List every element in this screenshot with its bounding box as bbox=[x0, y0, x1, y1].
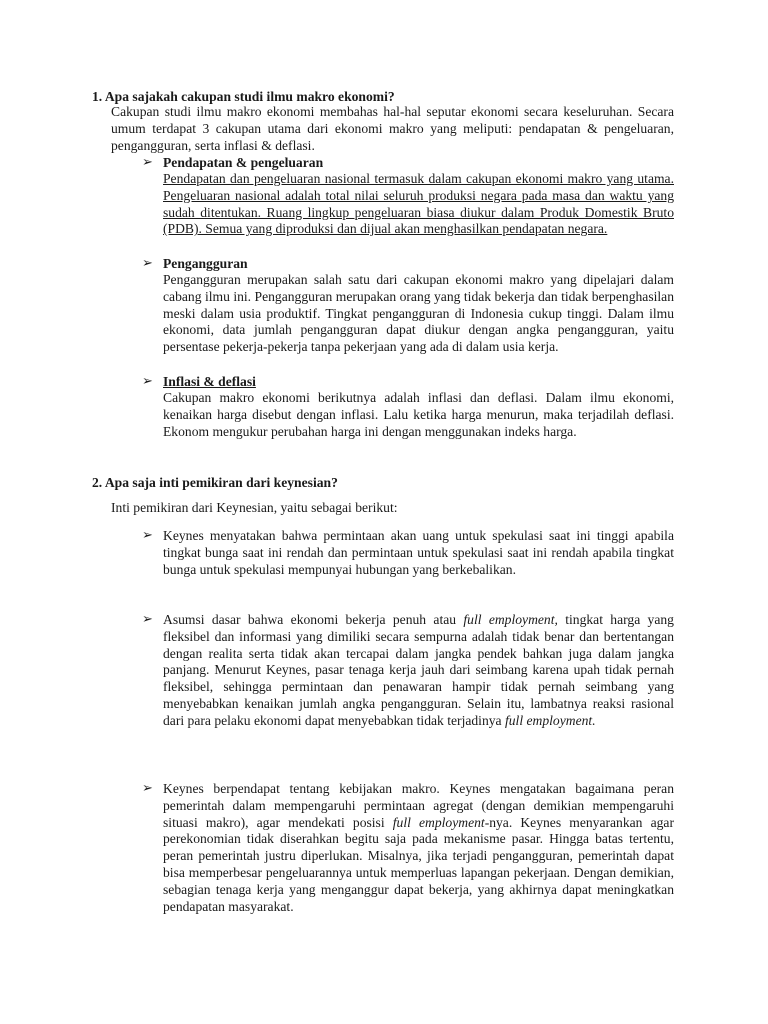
arrow-bullet-icon: ➢ bbox=[142, 528, 153, 543]
keynes-point-2-part-b: tingkat harga yang fleksibel dan informasi yang dimiliki secara sempurna adalah tidak benar dan bertentangan dengan realita serta tidak akan tercapai dalam jangka pendek bahkan juga dalam jangka panjang. Menurut Keynes, pasar tenaga kerja jauh dari seimbang karena upah tidak pernah fleksibel, sehingga permintaan dan penawaran hampir tidak pernah seimbang yang menyebabkan kenaikan jumlah angka pengangguran. Selain itu, lambatnya reaksi rasional dari para pelaku ekonomi dapat menyebabkan tidak terjadinya bbox=[163, 612, 674, 728]
arrow-bullet-icon: ➢ bbox=[142, 612, 153, 627]
keynes-point-3-italic: full employment bbox=[392, 814, 485, 830]
arrow-bullet-icon: ➢ bbox=[142, 256, 153, 271]
arrow-bullet-icon: ➢ bbox=[142, 155, 153, 170]
keynes-point-3-part-a: Keynes berpendapat tentang kebijakan makro. Keynes mengatakan bagaimana peran pemerintah dalam mempengaruhi permintaan agregat (dengan demikian mempengaruhi situasi makro), agar mendekati posisi bbox=[163, 781, 674, 830]
question-2-intro: Inti pemikiran dari Keynesian, yaitu sebagai berikut: bbox=[111, 500, 398, 515]
item-1-text: Pendapatan dan pengeluaran nasional termasuk dalam cakupan ekonomi makro yang utama. Pengeluaran nasional adalah total nilai seluruh produksi negara pada masa dan waktu yang sudah ditentukan. Ruang lingkup pengeluaran biasa diukur dalam Produk Domestik Bruto (PDB). Semua yang diproduksi dan dijual akan menghasilkan pendapatan negara. bbox=[163, 171, 674, 237]
item-1-heading: Pendapatan & pengeluaran bbox=[163, 155, 324, 170]
question-1-number: 1. bbox=[92, 89, 103, 104]
keynes-point-3-part-b: -nya. Keynes menyarankan agar perekonomian tidak diserahkan begitu saja pada mekanisme pasar. Hingga batas tertentu, peran pemerintah justru diperlukan. Misalnya, jika terjadi pengangguran, pemerintah dapat bisa memperbesar pengeluarannya untuk memperluas lapangan pekerjaan. Dengan demikian, sebagian tenaga kerja yang menganggur dapat bekerja, yang akhirnya dapat meningkatkan pendapatan masyarakat. bbox=[163, 814, 674, 914]
item-2-heading: Pengangguran bbox=[163, 256, 248, 271]
keynes-point-2 bbox=[163, 612, 674, 730]
question-2-text: Apa saja inti pemikiran dari keynesian? bbox=[104, 475, 338, 490]
question-1-title bbox=[92, 89, 395, 105]
question-2-number: 2. bbox=[92, 475, 103, 490]
arrow-bullet-icon: ➢ bbox=[142, 781, 153, 796]
keynes-point-2-part-a: Asumsi dasar bahwa ekonomi bekerja penuh atau bbox=[163, 612, 464, 627]
keynes-point-2-italic-a: full employment, bbox=[463, 612, 558, 627]
question-2-title bbox=[92, 475, 338, 491]
item-3-heading: Inflasi & deflasi bbox=[163, 374, 256, 389]
item-3-text: Cakupan makro ekonomi berikutnya adalah inflasi dan deflasi. Dalam ilmu ekonomi, kenaikan harga disebut dengan inflasi. Lalu ketika harga menurun, maka terjadilah deflasi. Ekonom mengukur perubahan harga ini dengan menggunakan indeks harga. bbox=[163, 390, 674, 439]
question-1-text: Apa sajakah cakupan studi ilmu makro ekonomi? bbox=[104, 89, 395, 104]
keynes-point-3 bbox=[163, 781, 674, 915]
keynes-point-1: Keynes menyatakan bahwa permintaan akan uang untuk spekulasi saat ini tinggi apabila tingkat bunga saat ini rendah dan permintaan untuk spekulasi saat ini rendah apabila tingkat bunga untuk spekulasi mempunyai hubungan yang berkebalikan. bbox=[163, 528, 674, 577]
arrow-bullet-icon: ➢ bbox=[142, 374, 153, 389]
item-2-text: Pengangguran merupakan salah satu dari cakupan ekonomi makro yang dipelajari dalam cabang ilmu ini. Pengangguran merupakan orang yang tidak bekerja dan tidak berpenghasilan meski dalam usia produktif. Tingkat pengangguran di Indonesia cukup tinggi. Dalam ilmu ekonomi, data jumlah pengangguran dapat diukur dengan angka pengangguran, yaitu persentase pekerja-pekerja tanpa pekerjaan yang ada di dalam usia kerja. bbox=[163, 272, 674, 355]
keynes-point-2-italic-b: full employment. bbox=[504, 712, 596, 728]
question-1-intro: Cakupan studi ilmu makro ekonomi membahas hal-hal seputar ekonomi secara keseluruhan. Secara umum terdapat 3 cakupan utama dari ekonomi makro yang meliputi: pendapatan & pengeluaran, pengangguran, serta inflasi & deflasi. bbox=[111, 104, 674, 153]
